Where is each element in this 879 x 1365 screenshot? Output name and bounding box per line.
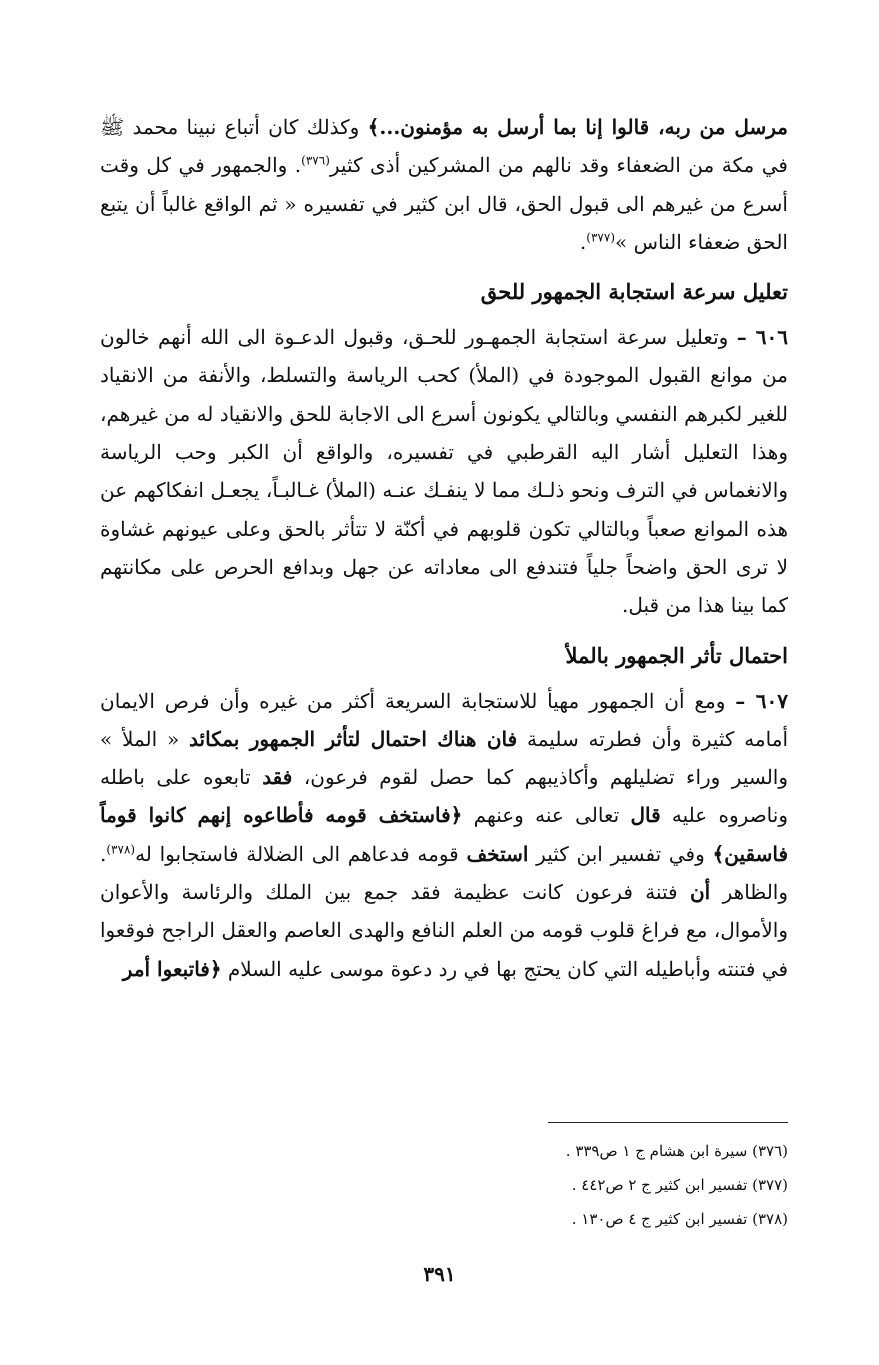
paragraph-text: وكذلك كان أتباع نبينا محمد ﷺ في مكة من الضعفاء وقد نالهم من المشركين أذى كثير — [100, 115, 788, 178]
footnote-ref-377: (٣٧٧) — [586, 230, 615, 245]
paragraph-text: تعالى عنه وعنهم — [462, 803, 631, 828]
footnote-378: (٣٧٨) تفسير ابن كثير ج ٤ ص١٣٠ . — [571, 1210, 788, 1228]
footnote-376: (٣٧٦) سيرة ابن هشام ج ١ ص٣٣٩ . — [565, 1142, 788, 1160]
footnotes — [400, 1134, 788, 1236]
emphasis-text: فقد — [262, 765, 293, 790]
quran-quote: ﴿فاستخف قومه فأطاعوه إنهم كانوا قوماً فاسقين﴾ — [100, 803, 789, 866]
paragraph-text: وتعليل سرعة استجابة الجمهـور للحـق، وقبول الدعـوة الى الله أنهم خالون من موانع القبول الموجودة في (الملأ) كحب الرياسة والتسلط، والأنفة من الانقياد للغير لكبرهم النفسي وبالتالي يكونون أسرع الى الاجابة للحق والانقياد له من غيرهم، وهذا التعليل أشار اليه القرطبي في تفسيره، والواقع أن الكبر وحب الرياسة والانغماس في الترف ونحو ذلـك مما لا ينفـك عنـه (الملأ) غـالبـاً، يجعـل انفكاكهم عن هذه الموانع صعباً وبالتالي تكون قلوبهم في أكنّة لا تتأثر بالحق وعلى عيونهم غشاوة لا ترى الحق واضحاً جلياً فتندفع الى معاداته عن جهل وبدافع الحرص على مكانتهم كما بينا هذا من قبل. — [100, 325, 788, 618]
paragraph-text: فتنة فرعون كانت عظيمة فقد جمع بين الملك والرئاسة والأعوان والأموال، مع فراغ قلوب قومه من العلم النافع والهدى العاصم والعقل الراجح فوقعوا في فتنته وأباطيله التي كان يحتج بها في رد دعوة موسى عليه السلام — [100, 880, 788, 981]
paragraph-continuation — [100, 108, 788, 261]
footnote-377: (٣٧٧) تفسير ابن كثير ج ٢ ص٤٤٢ . — [571, 1176, 788, 1194]
paragraph-text: تابعوه على باطله وناصروه عليه — [100, 765, 788, 828]
section-heading-reason: تعليل سرعة استجابة الجمهور للحق — [480, 279, 788, 305]
paragraph-text: وفي تفسير ابن كثير — [528, 841, 713, 866]
emphasis-text: استخف — [466, 841, 529, 866]
paragraph-text: . والجمهور في كل وقت أسرع من غيرهم الى قبول الحق، قال ابن كثير في تفسيره « ثم الواقع غالباً أن يتبع الحق ضعفاء الناس » — [100, 153, 788, 254]
quran-quote-end: مرسل من ربه، قالوا إنا بما أرسل به مؤمنون...﴾ — [367, 115, 788, 139]
footnote-ref-376: (٣٧٦) — [301, 153, 330, 168]
paragraph-606 — [100, 318, 788, 624]
quran-quote-start: ﴿فاتبعوا أمر — [122, 956, 222, 981]
page-number: ٣٩١ — [423, 1262, 456, 1286]
paragraph-text: « الملأ » والسير وراء تضليلهم وأكاذيبهم كما حصل لقوم فرعون، — [100, 726, 789, 790]
paragraph-text: . — [579, 229, 587, 254]
emphasis-text: أن — [689, 880, 711, 905]
section-heading-influence: احتمال تأثر الجمهور بالملأ — [565, 642, 788, 668]
paragraph-607 — [100, 682, 788, 988]
paragraph-text: ومع أن الجمهور مهيأ للاستجابة السريعة أكثر من غيره وأن فرص الايمان أمامه كثيرة وأن فطرته سليمة — [100, 688, 788, 751]
footnote-ref-378: (٣٧٨) — [106, 842, 136, 857]
footnote-divider — [548, 1122, 788, 1123]
paragraph-text: قومه فدعاهم الى الضلالة فاستجابوا له — [135, 841, 467, 866]
paragraph-number: ٦٠٦ – — [736, 325, 788, 350]
paragraph-text: . والظاهر — [100, 841, 788, 905]
page-body — [100, 108, 788, 988]
emphasis-text: فان هناك احتمال لتأثر الجمهور بمكائد — [189, 726, 518, 751]
emphasis-text: قال — [630, 803, 661, 828]
paragraph-number: ٦٠٧ – — [735, 688, 788, 713]
